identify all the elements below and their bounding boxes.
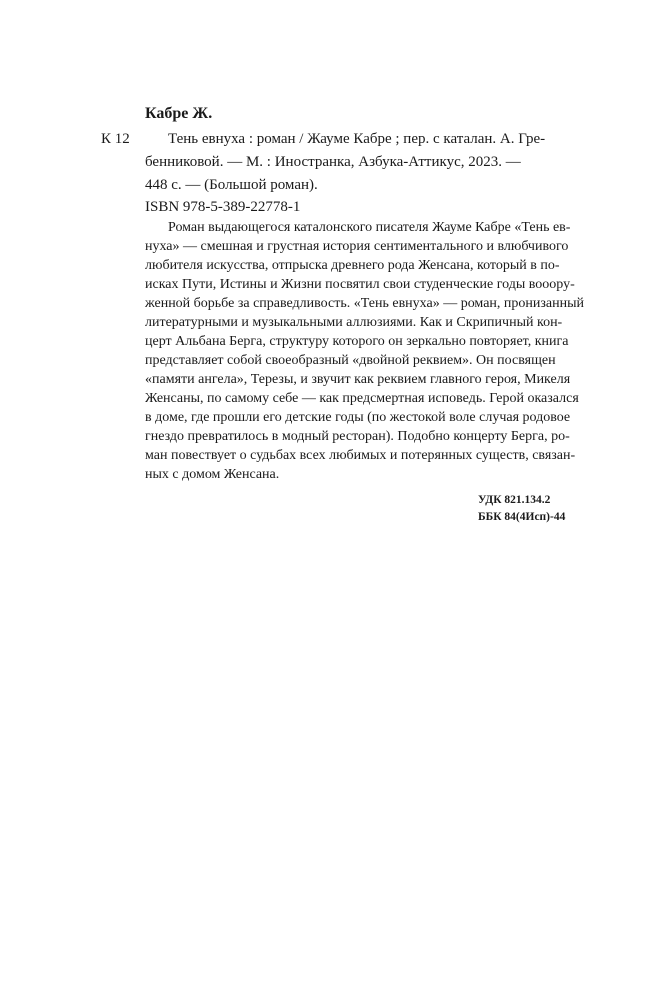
- shelf-code: К 12: [101, 131, 130, 147]
- annotation-line: «памяти ангела», Терезы, и звучит как реквием главного героя, Микеля: [145, 372, 571, 387]
- author-heading: Кабре Ж.: [145, 105, 213, 122]
- annotation-line: представляет собой своеобразный «двойной реквием». Он посвящен: [145, 353, 556, 368]
- annotation-line: ных с домом Женсана.: [145, 467, 280, 482]
- annotation-line: литературными и музыкальными аллюзиями. Как и Скрипичный кон-: [145, 315, 563, 330]
- annotation-line: гнездо превратилось в модный ресторан). Подобно концерту Берга, ро-: [145, 429, 570, 444]
- annotation-line: Роман выдающегося каталонского писателя Жауме Кабре «Тень ев-: [168, 220, 571, 235]
- bbk-code: ББК 84(4Исп)-44: [478, 511, 566, 523]
- annotation-line: исках Пути, Истины и Жизни посвятил свои студенческие годы вооору-: [145, 277, 575, 292]
- annotation-line: нуха» — смешная и грустная история сентиментального и влюбчивого: [145, 239, 569, 254]
- annotation-line: Женсаны, по самому себе — как предсмертная исповедь. Герой оказался: [145, 391, 579, 406]
- annotation-line: в доме, где прошли его детские годы (по жестокой воле случая родовое: [145, 410, 571, 425]
- bibliographic-line: 448 с. — (Большой роман).: [145, 177, 318, 193]
- bibliographic-line: бенниковой. — М. : Иностранка, Азбука-Аттикус, 2023. —: [145, 154, 521, 170]
- udk-code: УДК 821.134.2: [478, 494, 551, 506]
- annotation-line: любителя искусства, отпрыска древнего рода Женсана, который в по-: [145, 258, 560, 273]
- bibliographic-line: Тень евнуха : роман / Жауме Кабре ; пер. с каталан. А. Гре-: [168, 131, 546, 147]
- annotation-line: церт Альбана Берга, структуру которого он зеркально повторяет, книга: [145, 334, 569, 349]
- isbn-line: ISBN 978-5-389-22778-1: [145, 199, 301, 215]
- annotation-line: ман повествует о судьбах всех любимых и потерянных существ, связан-: [145, 448, 576, 463]
- annotation-line: женной борьбе за справедливость. «Тень евнуха» — роман, пронизанный: [145, 296, 585, 311]
